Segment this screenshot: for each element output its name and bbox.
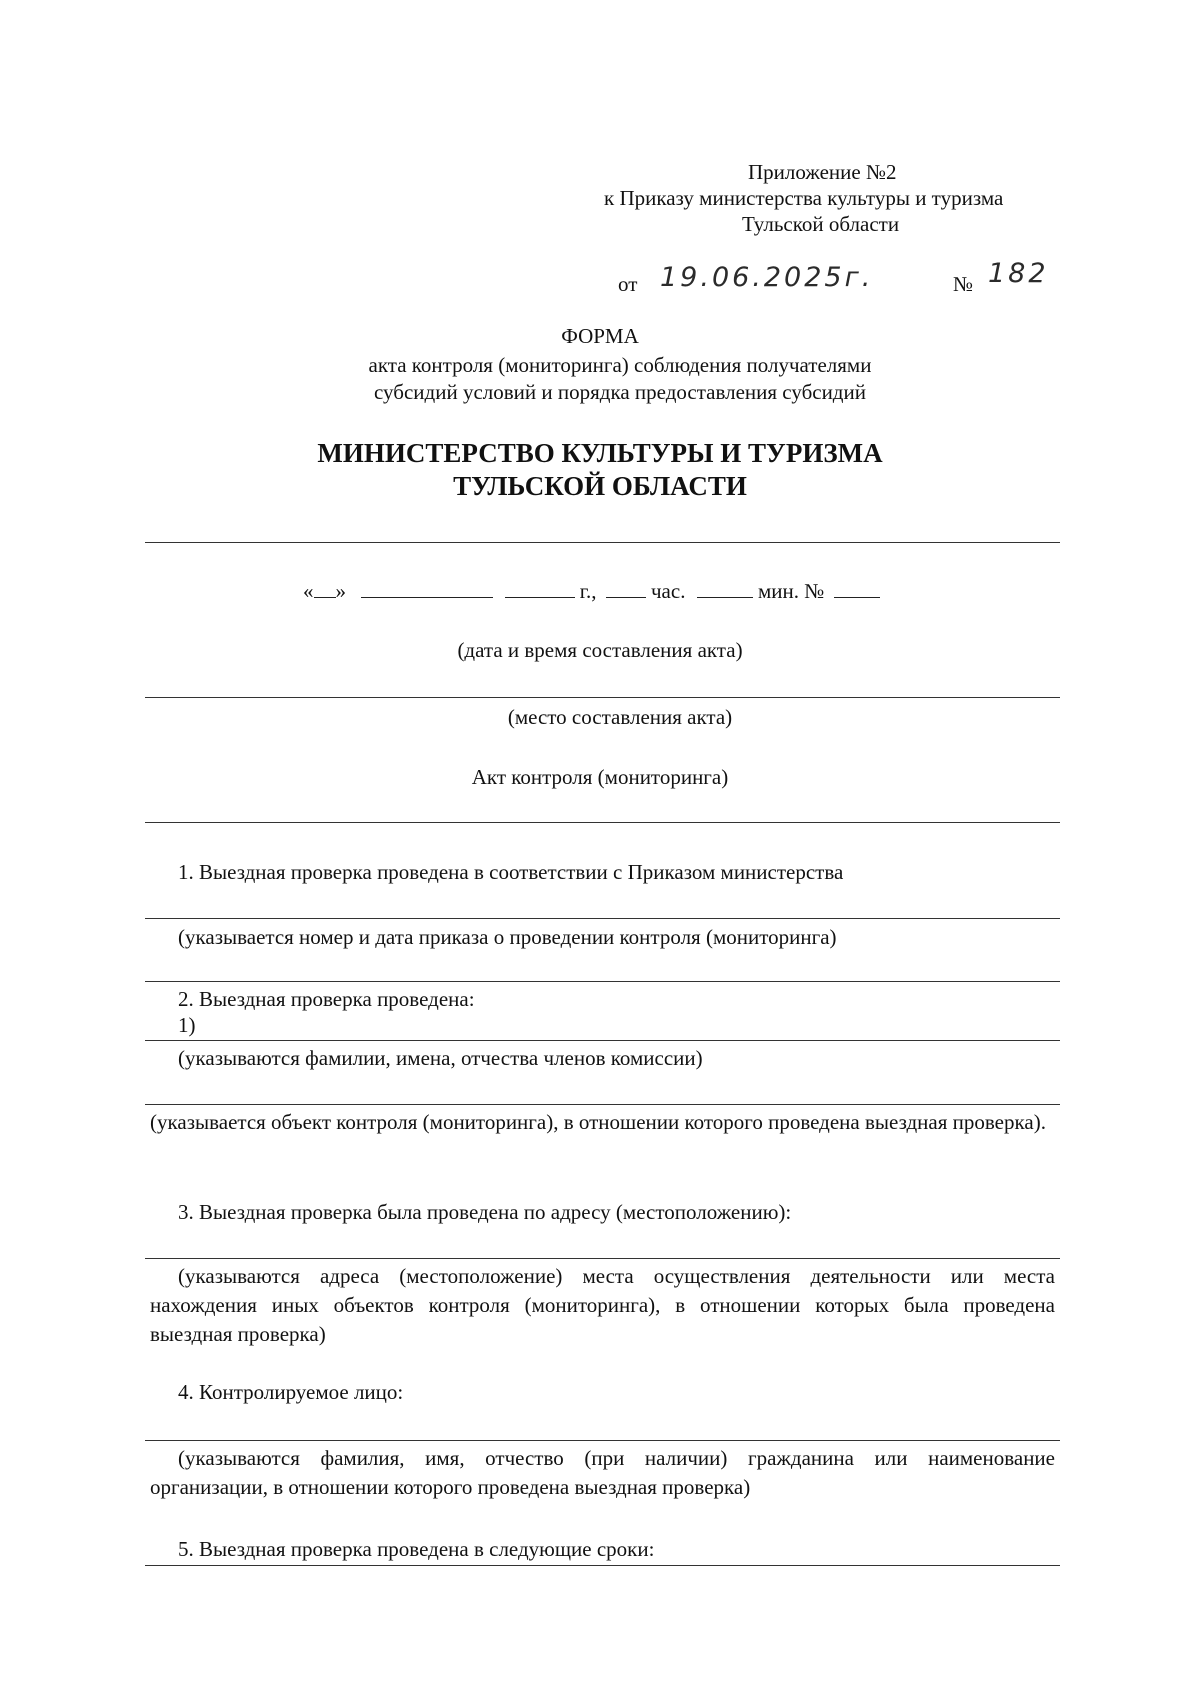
act-title: Акт контроля (мониторинга) [471,765,729,789]
handwritten-number: 182 [988,258,1049,289]
divider-s5 [145,1565,1060,1566]
divider-place [145,697,1060,698]
section-2-object-hint [150,1108,1055,1137]
divider-s2-hint [145,1104,1060,1105]
section-2-item: 1) [178,1013,196,1037]
section-4-hint-text: (указываются фамилия, имя, отчество (при наличии) гражданина или наименование организации, в отношении которого проведена выездная проверка) [150,1446,1055,1499]
section-3-text: 3. Выездная проверка была проведена по адресу (местоположению): [178,1200,792,1224]
number-prefix: № [953,272,974,296]
place-caption: (место составления акта) [507,705,733,729]
close-quote: » [335,579,346,603]
region-label: Тульской области [742,212,900,236]
year-blank [505,579,575,598]
minute-label: мин. № [757,579,825,603]
day-blank [314,579,336,598]
appendix-label: Приложение №2 [748,160,897,184]
datetime-row [303,579,880,604]
act-number-blank [834,579,880,598]
section-5-text: 5. Выездная проверка проведена в следующие сроки: [178,1537,655,1561]
date-prefix: от [618,272,638,296]
hour-label: час. [651,579,686,603]
month-blank [361,579,493,598]
section-4-hint [150,1444,1055,1502]
section-3-hint [150,1262,1055,1349]
divider-s1 [145,918,1060,919]
ministry-title-2: ТУЛЬСКОЙ ОБЛАСТИ [453,471,747,501]
handwritten-date: 19.06.2025г. [660,262,874,293]
section-3-hint-text: (указываются адреса (местоположение) места осуществления деятельности или места нахождения иных объектов контроля (мониторинга), в отношении которых была проведена выездная проверка) [150,1264,1055,1346]
divider-s2 [145,1040,1060,1041]
divider-top [145,542,1060,543]
section-1-hint: (указывается номер и дата приказа о проведении контроля (мониторинга) [178,925,837,949]
form-subtitle-1: акта контроля (мониторинга) соблюдения получателями [368,353,872,377]
section-2-text: 2. Выездная проверка проведена: [178,987,475,1011]
section-4-text: 4. Контролируемое лицо: [178,1380,404,1404]
divider-s4 [145,1440,1060,1441]
year-suffix: г., [579,579,597,603]
hour-blank [606,579,646,598]
form-subtitle-2: субсидий условий и порядка предоставления субсидий [374,380,866,404]
divider-act [145,822,1060,823]
to-order-label: к Приказу министерства культуры и туризма [604,186,1004,210]
datetime-caption: (дата и время составления акта) [457,638,743,662]
minute-blank [697,579,753,598]
section-2-object-hint-text: (указывается объект контроля (мониторинга), в отношении которого проведена выездная проверка). [150,1110,1046,1134]
divider-s1-hint [145,981,1060,982]
ministry-title-1: МИНИСТЕРСТВО КУЛЬТУРЫ И ТУРИЗМА [317,438,883,468]
open-quote: « [303,579,314,603]
divider-s3 [145,1258,1060,1259]
form-title: ФОРМА [561,324,639,348]
section-1-text: 1. Выездная проверка проведена в соответствии с Приказом министерства [178,860,844,884]
section-2-hint: (указываются фамилии, имена, отчества членов комиссии) [178,1046,703,1070]
